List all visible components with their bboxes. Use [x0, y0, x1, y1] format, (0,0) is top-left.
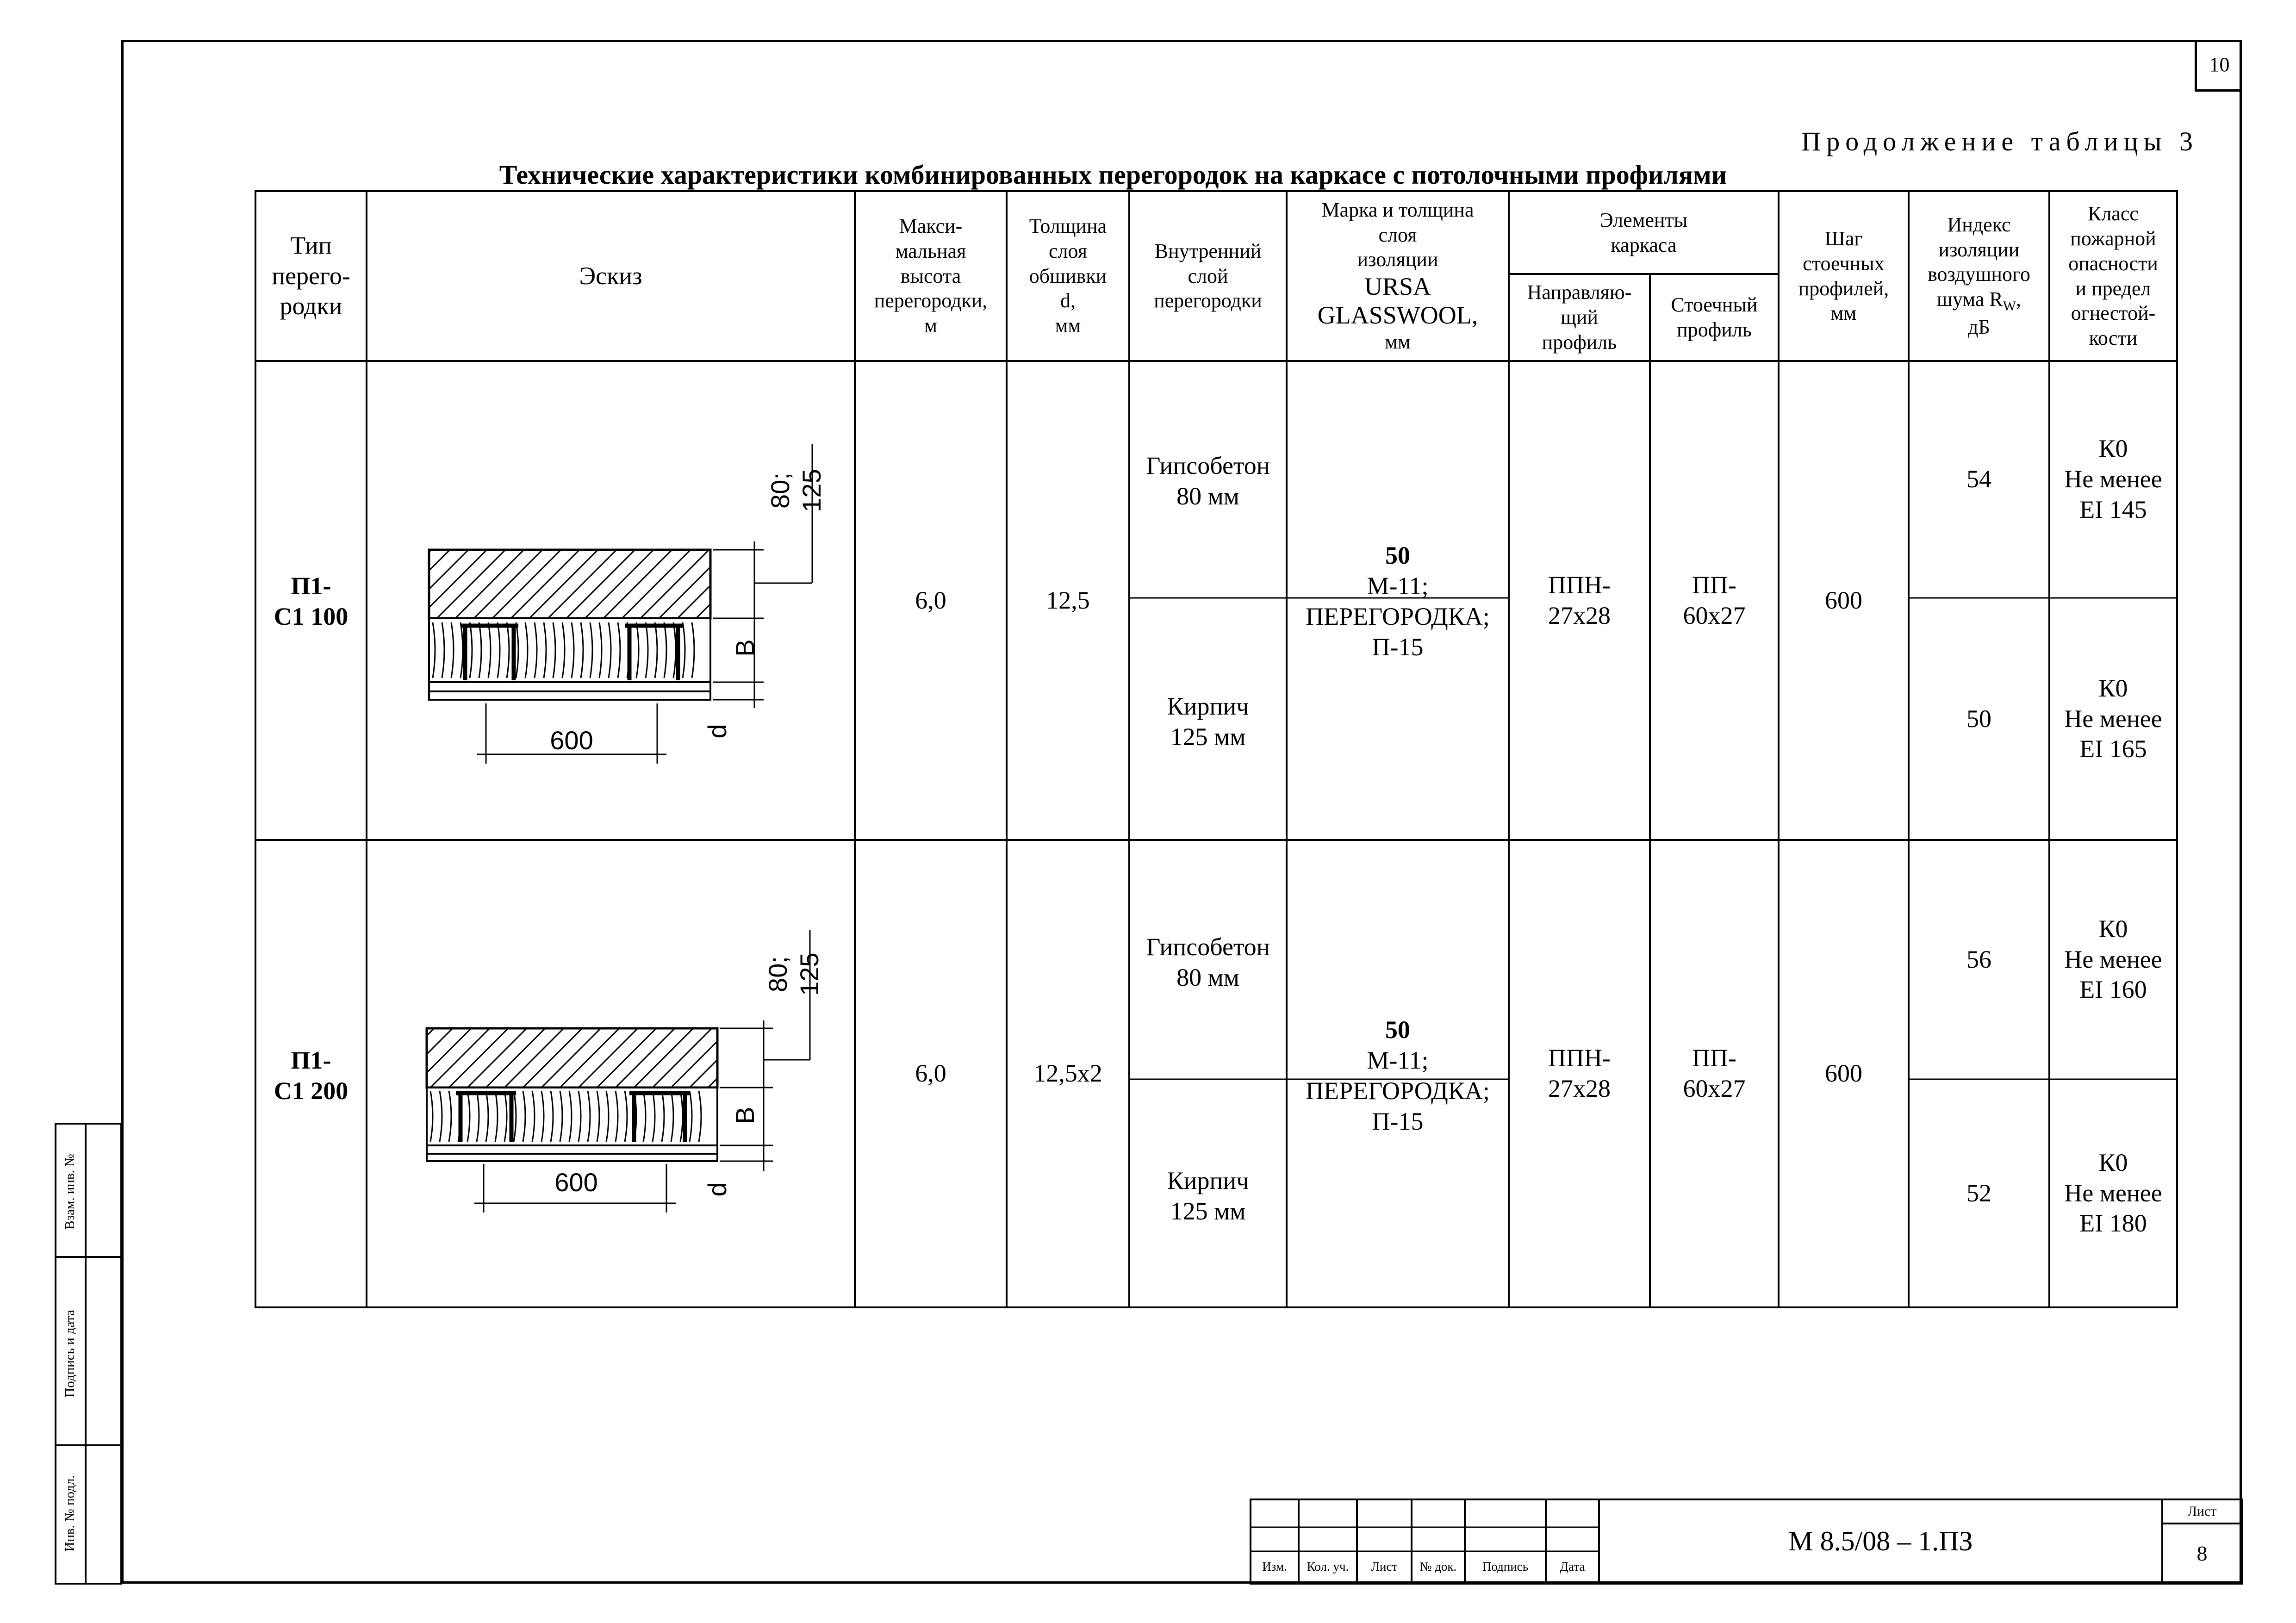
row1-insulation-brands: М-11; ПЕРЕГОРОДКА; П-15: [1306, 572, 1490, 661]
header-insulation-line2: URSA GLASSWOOL,: [1317, 273, 1478, 330]
row1-fire-gypsum: К0 Не менее EI 145: [2064, 435, 2162, 523]
row2-insulation-thickness: 50: [1385, 1016, 1410, 1044]
header-insulation-line3: мм: [1385, 330, 1411, 354]
row1-inner-brick: Кирпич 125 мм: [1167, 692, 1249, 751]
header-max-height: Макси- мальная высота перегородки, м: [874, 215, 988, 337]
header-profile-step: Шаг стоечных профилей, мм: [1798, 227, 1889, 325]
row2-type: П1- С1 200: [274, 1046, 348, 1105]
row2-step: 600: [1825, 1059, 1862, 1088]
header-frame: Элементы каркаса: [1599, 208, 1688, 256]
row1-type: П1- С1 100: [274, 572, 348, 630]
stamp-label-izm: Изм.: [1262, 1560, 1287, 1573]
sketch1-dim-600: 600: [550, 725, 593, 755]
row2-stud-profile: ПП- 60х27: [1683, 1044, 1746, 1102]
side-stamp-podpis: Подпись и дата: [62, 1310, 77, 1398]
row2-insulation-brands: М-11; ПЕРЕГОРОДКА; П-15: [1306, 1046, 1490, 1135]
header-fire-class: Класс пожарной опасности и предел огнестой- кости: [2068, 202, 2158, 349]
stamp-label-doc: № док.: [1419, 1560, 1457, 1573]
row1-noise-gypsum: 54: [1966, 465, 1991, 493]
header-sketch: Эскиз: [579, 261, 642, 290]
sketch2-dim-b: B: [730, 1107, 759, 1124]
sketch1-dim-top: 80; 125: [765, 469, 826, 512]
sketch2-dim-top: 80; 125: [763, 952, 824, 996]
header-noise-text: Индекс изоляции воздушного шума R: [1928, 213, 2030, 311]
stamp-label-data: Дата: [1560, 1560, 1585, 1573]
row1-step: 600: [1825, 586, 1862, 614]
header-stud-profile: Стоечный профиль: [1671, 293, 1758, 341]
stamp-label-kol: Кол. уч.: [1307, 1560, 1349, 1573]
header-insulation-line1: Марка и толщина слоя изоляции: [1321, 199, 1474, 271]
sketch1-dim-d: d: [702, 724, 732, 739]
row1-fire-brick: К0 Не менее EI 165: [2064, 674, 2162, 763]
document-code: М 8.5/08 – 1.ПЗ: [1788, 1526, 1973, 1557]
row2-noise-brick: 52: [1966, 1179, 1991, 1207]
row2-inner-gypsum: Гипсобетон 80 мм: [1146, 933, 1270, 991]
stamp-label-podpis: Подпись: [1482, 1560, 1529, 1573]
row2-inner-brick: Кирпич 125 мм: [1167, 1167, 1249, 1225]
row1-insulation-thickness: 50: [1385, 541, 1410, 570]
sketch2-dim-600: 600: [554, 1167, 598, 1197]
page-number: 10: [2195, 40, 2242, 92]
row1-noise-brick: 50: [1966, 704, 1991, 733]
row1-stud-profile: ПП- 60х27: [1683, 571, 1746, 629]
stamp-label-list: Лист: [1371, 1560, 1398, 1573]
row1-max-height: 6,0: [915, 586, 946, 614]
sketch2-dim-d: d: [702, 1182, 732, 1197]
sheet-number: 8: [2196, 1541, 2208, 1565]
row2-fire-gypsum: К0 Не менее EI 160: [2064, 914, 2162, 1004]
header-noise-unit: , дБ: [1968, 287, 2022, 339]
row2-guide-profile: ППН- 27х28: [1548, 1044, 1611, 1102]
row1-inner-gypsum: Гипсобетон 80 мм: [1146, 452, 1270, 510]
sketch2-wall: [427, 1028, 717, 1161]
row2-max-height: 6,0: [915, 1059, 946, 1088]
row2-noise-gypsum: 56: [1966, 945, 1991, 973]
header-noise-sub: W: [2003, 298, 2016, 314]
table-continuation: Продолжение таблицы 3: [1801, 126, 2198, 156]
sheet-label: Лист: [2187, 1503, 2217, 1519]
row2-fire-brick: К0 Не менее EI 180: [2064, 1148, 2162, 1237]
header-type: Тип перего- родки: [272, 231, 350, 320]
header-thickness: Толщина слоя обшивки d, мм: [1029, 215, 1107, 337]
side-stamp-vzam: Взам. инв. №: [62, 1154, 77, 1230]
row2-thickness: 12,5х2: [1033, 1059, 1102, 1088]
table-title: Технические характеристики комбинированных перегородок на каркасе с потолочными профилями: [499, 160, 1727, 190]
header-guide-profile: Направляю- щий профиль: [1527, 281, 1632, 354]
header-inner-layer: Внутренний слой перегородки: [1154, 239, 1262, 312]
sketch1-dim-b: B: [730, 639, 759, 657]
row1-guide-profile: ППН- 27х28: [1548, 571, 1611, 629]
side-stamp-inv: Инв. № подл.: [62, 1475, 77, 1552]
row1-thickness: 12,5: [1046, 586, 1090, 614]
